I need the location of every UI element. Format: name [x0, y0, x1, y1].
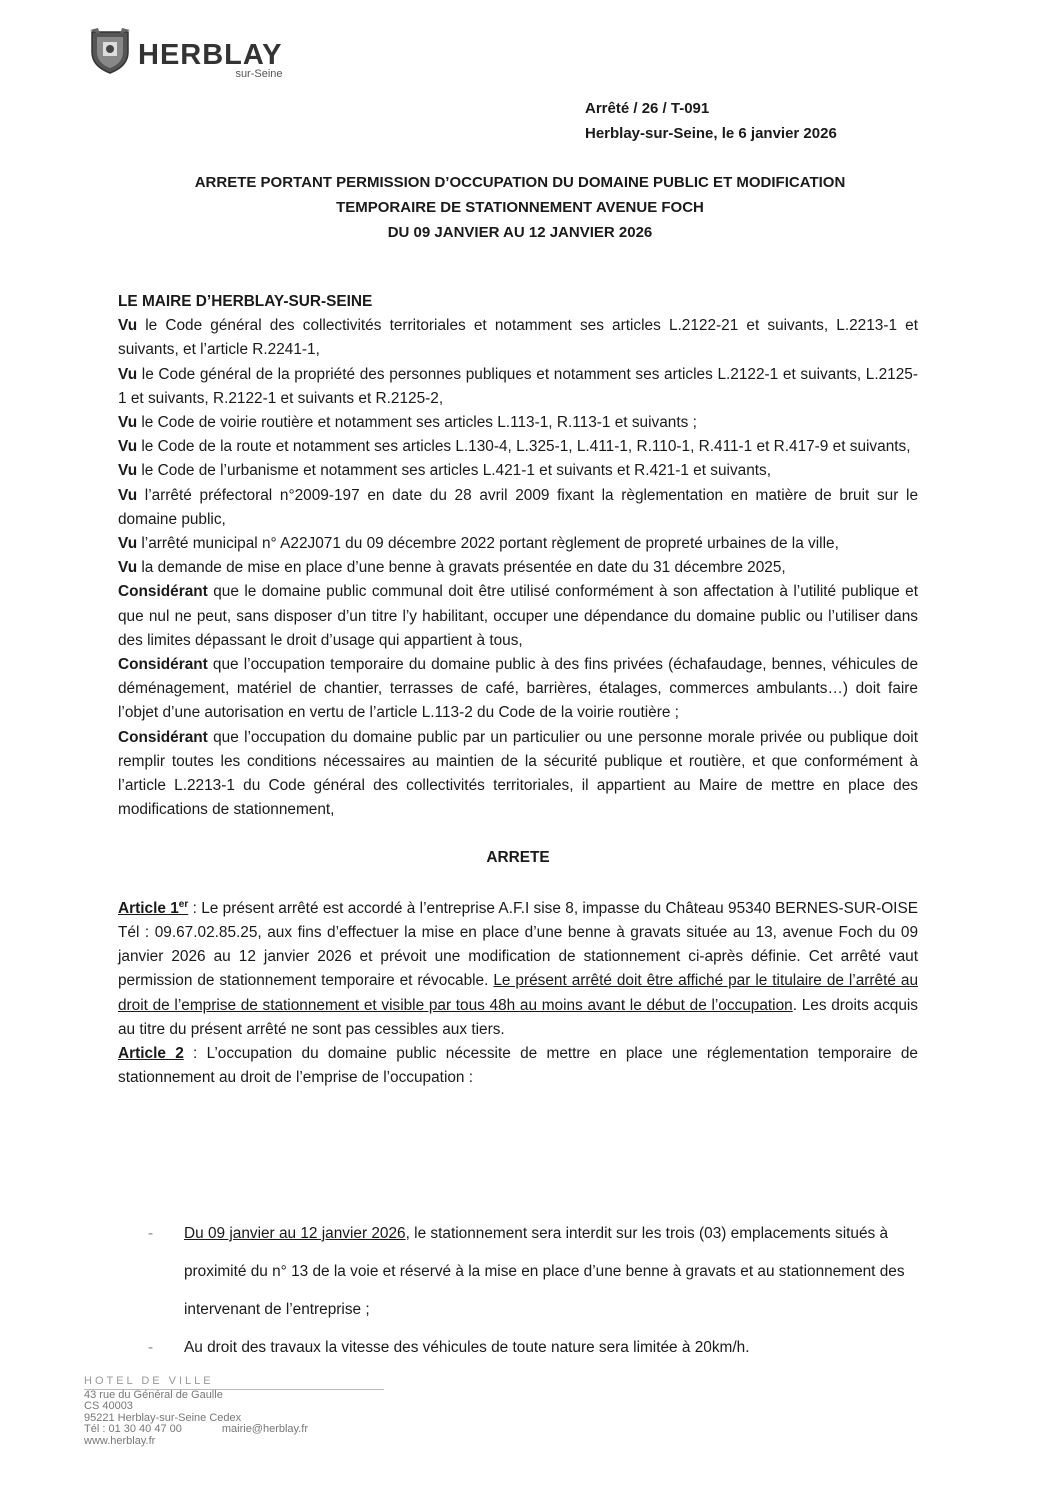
logo: [88, 28, 283, 80]
vu-text: le Code de la route et notamment ses articles L.130-4, L.325-1, L.411-1, R.110-1, R.411-1 et R.417-9 et suivants,: [137, 438, 911, 456]
article-1-label: [118, 900, 188, 917]
footer-email: mairie@herblay.fr: [221, 1423, 309, 1435]
article-1-text: : Le présent arrêté est accordé à l’entreprise A.F.I sise 8, impasse du Château 95340 BERNES-SUR-OISE Tél : 09.67.02.85.25, aux fins d’effectuer la mise en place d’une benne à gravats située au 13, avenue Foch du 09 janvier 2026 au 12 janvier 2026 et prévoit une modification de stationnement ci-après définie. Cet arrêté vaut permission de stationnement temporaire et révocable.: [118, 899, 918, 990]
title-line-1: ARRETE PORTANT PERMISSION D’OCCUPATION DU DOMAINE PUBLIC ET MODIFICATION: [194, 174, 846, 191]
considerant-text: que le domaine public communal doit être utilisé conformément à son affectation à l’utilité publique et que nul ne peut, sans disposer d’un titre l’y habilitant, occuper une dépendance du domaine public ou l’utiliser dans des limites dépassant le droit d’usage qui appartient à tous,: [118, 583, 918, 649]
vu-paragraph: [118, 363, 918, 411]
vu-paragraph: [118, 314, 918, 362]
list-item-text: Au droit des travaux la vitesse des véhicules de toute nature sera limitée à 20km/h.: [184, 1339, 750, 1356]
place-date: Herblay-sur-Seine, le 6 janvier 2026: [585, 125, 837, 142]
vu-text: le Code général de la propriété des personnes publiques et notamment ses articles L.2122-1 et suivants, L.2125-1 et suivants, R.2122-1 et suivants et R.2125-2,: [118, 365, 918, 407]
considerant-paragraph: [118, 726, 918, 823]
document-reference: [585, 96, 837, 146]
vu-label: Vu: [118, 365, 138, 383]
title-line-3: DU 09 JANVIER AU 12 JANVIER 2026: [387, 224, 653, 241]
vu-text: la demande de mise en place d’une benne à gravats présentée en date du 31 décembre 2025,: [137, 559, 786, 577]
vu-paragraph: [118, 556, 918, 580]
article-2-text: : L’occupation du domaine public nécessite de mettre en place une réglementation temporaire de stationnement au droit de l’emprise de l’occupation :: [118, 1045, 918, 1087]
vu-label: Vu: [118, 317, 138, 335]
vu-label: Vu: [118, 535, 138, 553]
considerant-text: que l’occupation temporaire du domaine public à des fins privées (échafaudage, bennes, véhicules de déménagement, matériel de chantier, terrasses de café, barrières, étalages, commerces ambulants…) doit faire l’objet d’une autorisation en vertu de l’article L.113-2 du Code de la voirie routière ;: [118, 656, 918, 722]
list-item-body: , le stationnement sera interdit sur les trois (03) emplacements situés à proximité du n° 13 de la voie et réservé à la mise en place d’une benne à gravats et au stationnement des intervenant de l’entreprise ;: [184, 1225, 905, 1318]
considerant-label: Considérant: [118, 656, 208, 674]
footer-phone: Tél : 01 30 40 47 00: [84, 1423, 182, 1435]
logo-subtitle: sur-Seine: [235, 68, 283, 80]
article-1-underlined: Le présent arrêté doit être affiché par le titulaire de l’arrêté au droit de l’emprise de stationnement et visible par tous 48h au moins avant le début de l’occupation: [118, 972, 919, 1014]
considerant-paragraph: [118, 653, 918, 726]
footer-city: 95221 Herblay-sur-Seine Cedex: [84, 1411, 242, 1424]
vu-paragraph: [118, 532, 918, 556]
article-2: [118, 1042, 918, 1090]
list-dash: -: [148, 1339, 154, 1356]
vu-label: Vu: [118, 486, 138, 504]
document-title: [110, 170, 930, 245]
vu-text: le Code de l’urbanisme et notamment ses articles L.421-1 et suivants et R.421-1 et suivants,: [137, 462, 772, 480]
list-item-text: [184, 1215, 918, 1329]
footer-contact-row: [84, 1424, 384, 1436]
vu-text: l’arrêté municipal n° A22J071 du 09 décembre 2022 portant règlement de propreté urbaines de la ville,: [137, 535, 839, 553]
considerant-label: Considérant: [118, 728, 208, 746]
footer-address: [84, 1376, 384, 1447]
considerant-text: que l’occupation du domaine public par un particulier ou une personne morale privée ou publique doit remplir toutes les conditions nécessaires au maintien de la sécurité publique et routière, et que conformément à l’article L.2213-1 du Code général des collectivités territoriales, il appartient au Maire de mettre en place des modifications de stationnement,: [118, 728, 918, 819]
vu-label: Vu: [118, 438, 138, 456]
article-1: [118, 893, 918, 1042]
considerant-paragraph: [118, 580, 918, 653]
footer-cs: CS 40003: [84, 1400, 133, 1412]
list-item: [148, 1215, 918, 1329]
document-body: [118, 290, 918, 1090]
list-dash: -: [148, 1225, 154, 1242]
title-line-2: TEMPORAIRE DE STATIONNEMENT AVENUE FOCH: [336, 199, 704, 216]
vu-paragraph: [118, 459, 918, 483]
vu-text: le Code de voirie routière et notamment ses articles L.113-1, R.113-1 et suivants ;: [137, 414, 697, 432]
article-1-sup: er: [178, 898, 189, 910]
vu-text: l’arrêté préfectoral n°2009-197 en date du 28 avril 2009 fixant la règlementation en matière de bruit sur le domaine public,: [118, 486, 918, 528]
city-crest-icon: [88, 28, 132, 74]
arrete-heading: ARRETE: [486, 849, 550, 867]
footer-hotel-de-ville: HOTEL DE VILLE: [84, 1376, 384, 1390]
vu-label: Vu: [118, 462, 138, 480]
list-item: [148, 1329, 918, 1367]
reference-number: Arrêté / 26 / T-091: [585, 100, 710, 117]
maire-heading: LE MAIRE D’HERBLAY-SUR-SEINE: [118, 293, 373, 310]
article-1-text-end: . Les droits acquis au titre du présent arrêté ne sont pas cessibles aux tiers.: [118, 996, 919, 1038]
measures-list: [148, 1215, 918, 1367]
vu-paragraph: [118, 411, 918, 435]
article-2-label: Article 2: [118, 1045, 184, 1063]
list-item-date: Du 09 janvier au 12 janvier 2026: [184, 1225, 406, 1242]
footer-website: www.herblay.fr: [84, 1434, 156, 1447]
considerant-label: Considérant: [118, 583, 208, 601]
footer-street: 43 rue du Général de Gaulle: [84, 1388, 223, 1401]
vu-paragraph: [118, 435, 918, 459]
vu-label: Vu: [118, 559, 138, 577]
vu-paragraph: [118, 484, 918, 532]
vu-label: Vu: [118, 414, 138, 432]
logo-name: HERBLAY: [138, 39, 283, 71]
vu-text: le Code général des collectivités territoriales et notamment ses articles L.2122-21 et suivants, L.2213-1 et suivants, et l’article R.2241-1,: [118, 317, 918, 359]
article-1-label-text: Article 1: [118, 899, 179, 917]
